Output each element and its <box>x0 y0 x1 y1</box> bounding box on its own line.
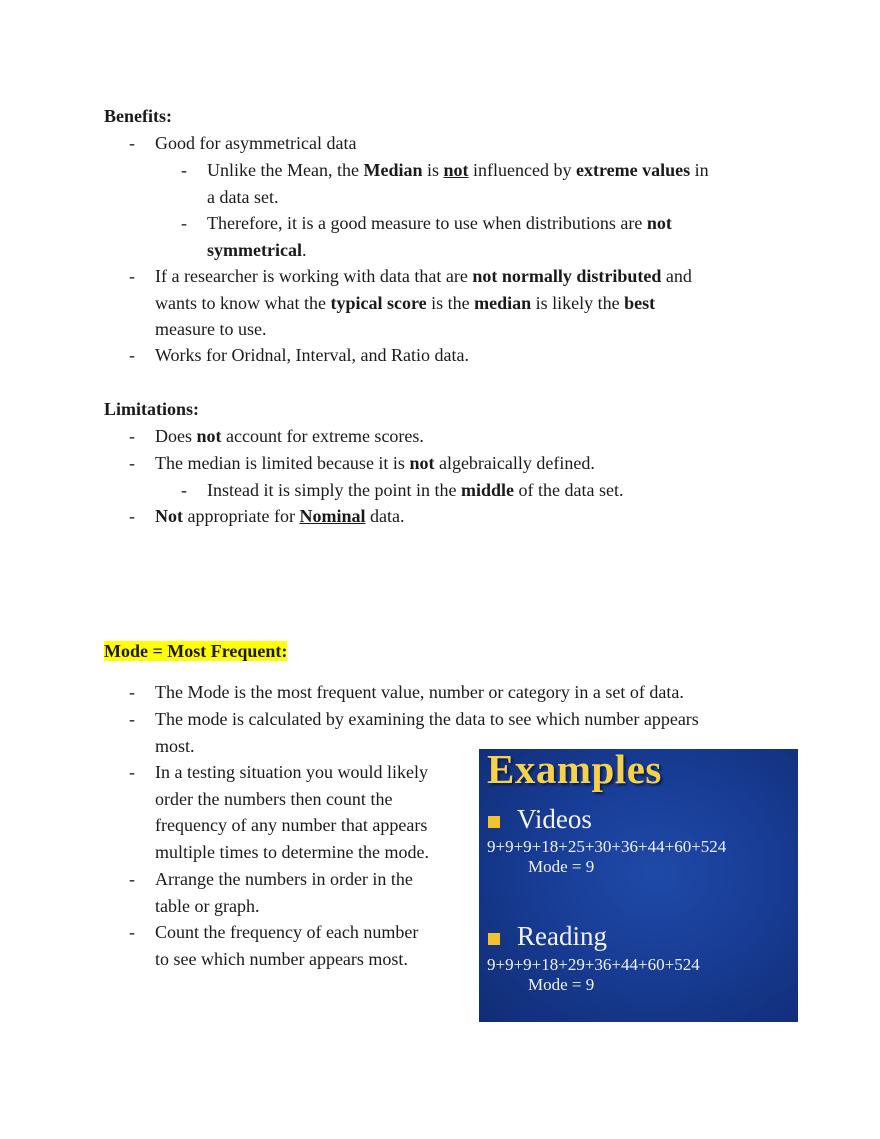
text-run: and <box>661 266 692 286</box>
text-run: of the data set. <box>514 480 624 500</box>
bold-run: not <box>409 453 435 473</box>
text-run: Arrange the numbers in order in the <box>155 869 413 889</box>
benefit-subitem-1b <box>181 210 672 263</box>
text-run: . <box>301 239 307 260</box>
dash: - <box>129 506 135 526</box>
dash: - <box>181 160 187 180</box>
text-run: Therefore, it is a good measure to use when distributions are <box>207 213 647 233</box>
text-run: appropriate for <box>183 506 300 526</box>
bold-run: not <box>196 426 222 446</box>
slide-mode-value: Mode = 9 <box>528 857 595 876</box>
bold-run: not normally distributed <box>472 266 662 286</box>
text-run: Does <box>155 426 197 446</box>
limitations-heading: Limitations: <box>104 399 200 419</box>
square-bullet-icon <box>488 816 500 828</box>
dash: - <box>129 266 135 286</box>
text-run: is the <box>426 292 475 313</box>
text-run: in <box>690 160 709 180</box>
text-run: is likely the <box>531 292 625 313</box>
slide-section-label: Reading <box>517 921 607 951</box>
bold-underline-run: Nominal <box>299 506 366 526</box>
limitation-subitem-2a <box>181 477 624 504</box>
highlighted-heading-text: Mode = Most Frequent: <box>104 641 288 661</box>
text-run: table or graph. <box>155 895 260 916</box>
benefits-heading: Benefits: <box>104 106 172 126</box>
dash: - <box>129 682 135 702</box>
bold-underline-run: not <box>443 160 469 180</box>
mode-item-3 <box>129 759 429 865</box>
dash: - <box>129 869 135 889</box>
dash: - <box>129 345 135 365</box>
text-run: If a researcher is working with data that are <box>155 266 473 286</box>
bold-run: median <box>474 292 532 313</box>
text-run: most. <box>155 735 195 756</box>
bold-run: extreme values <box>575 160 691 180</box>
mode-item-4 <box>129 866 413 919</box>
text-run: algebraically defined. <box>434 453 595 473</box>
limitation-item-1 <box>129 423 424 450</box>
dash: - <box>181 480 187 500</box>
text-run: account for extreme scores. <box>221 426 424 446</box>
mode-item-5 <box>129 919 419 972</box>
text-run: influenced by <box>468 160 576 180</box>
text-run: In a testing situation you would likely <box>155 762 428 782</box>
bold-run: Not <box>155 506 183 526</box>
bold-run: middle <box>460 480 514 500</box>
bold-run: typical score <box>330 292 427 313</box>
limitation-item-3 <box>129 503 405 530</box>
benefit-item-2 <box>129 263 692 343</box>
text-run: The mode is calculated by examining the data to see which number appears <box>155 709 699 729</box>
text-run: Works for Oridnal, Interval, and Ratio data. <box>155 345 469 365</box>
slide-mode-value: Mode = 9 <box>528 975 595 994</box>
text-run: The median is limited because it is <box>155 453 410 473</box>
text-run: wants to know what the <box>155 292 331 313</box>
text-run: Unlike the Mean, the <box>207 160 364 180</box>
benefit-item-3 <box>129 342 469 369</box>
examples-slide-image <box>479 749 798 1022</box>
dash: - <box>129 762 135 782</box>
slide-title: Examples <box>487 749 662 792</box>
dash: - <box>129 426 135 446</box>
text-run: Count the frequency of each number <box>155 922 419 942</box>
bold-run: best <box>624 292 656 313</box>
dash: - <box>129 453 135 473</box>
text-run: a data set. <box>207 186 279 207</box>
bold-run: symmetrical <box>207 239 302 260</box>
text-run: is <box>422 160 444 180</box>
dash: - <box>181 213 187 233</box>
dash: - <box>129 922 135 942</box>
slide-section-label: Videos <box>517 804 592 834</box>
text-run: Instead it is simply the point in the <box>207 480 461 500</box>
bold-run: not <box>646 213 672 233</box>
limitation-item-2 <box>129 450 595 477</box>
mode-item-1 <box>129 679 684 706</box>
benefit-item-1 <box>129 130 357 157</box>
text-run: measure to use. <box>155 319 267 339</box>
text-run: multiple times to determine the mode. <box>155 841 429 862</box>
text-run: frequency of any number that appears <box>155 815 428 835</box>
benefit-text: Good for asymmetrical data <box>155 133 357 153</box>
dash: - <box>129 709 135 729</box>
dash: - <box>129 133 135 153</box>
slide-equation: 9+9+9+18+25+30+36+44+60+524 <box>487 837 727 856</box>
slide-equation: 9+9+9+18+29+36+44+60+524 <box>487 955 700 974</box>
square-bullet-icon <box>488 933 500 945</box>
benefit-subitem-1a <box>181 157 709 210</box>
text-run: The Mode is the most frequent value, number or category in a set of data. <box>155 682 684 702</box>
text-run: order the numbers then count the <box>155 788 393 809</box>
text-run: data. <box>365 506 405 526</box>
mode-heading <box>104 639 287 663</box>
text-run: to see which number appears most. <box>155 948 408 969</box>
bold-run: Median <box>363 160 423 180</box>
